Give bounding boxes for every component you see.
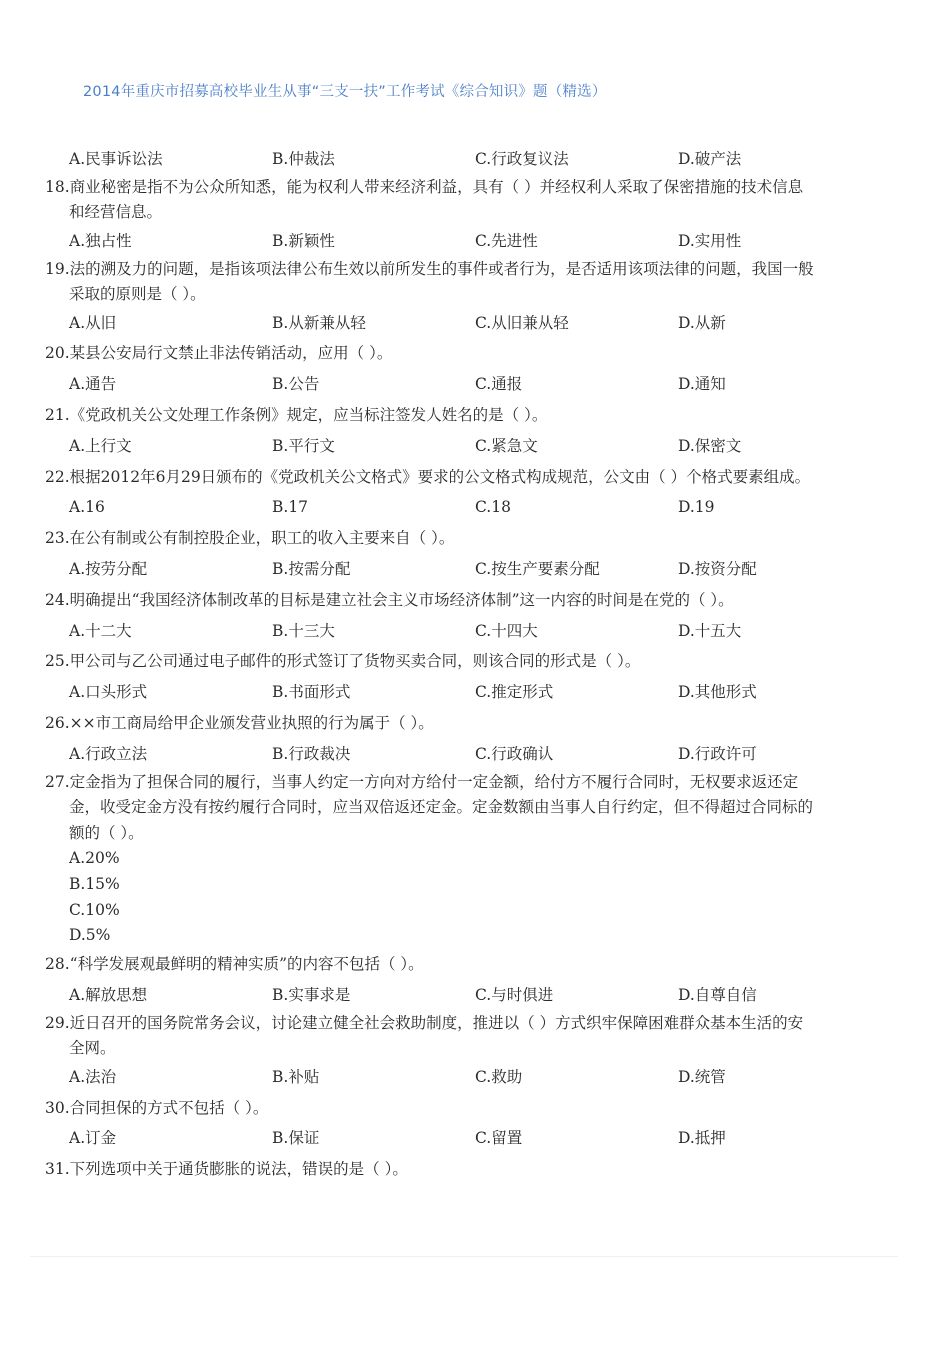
q26-option-a: A.行政立法 <box>69 744 148 763</box>
q31-stem: 31.下列选项中关于通货膨胀的说法，错误的是（ ）。 <box>45 1160 408 1179</box>
q17-option-d: D.破产法 <box>678 150 742 168</box>
q18-option-a: A.独占性 <box>69 231 132 250</box>
q30-option-b: B.保证 <box>272 1129 320 1148</box>
q28-option-d: D.自尊自信 <box>678 986 757 1005</box>
question-list <box>45 144 880 1185</box>
q25-option-c: C.推定形式 <box>475 683 554 702</box>
q30-options <box>45 1123 880 1154</box>
q19-option-c: C.从旧兼从轻 <box>475 313 569 332</box>
q19-stem: 19.法的溯及力的问题，是指该项法律公布生效以前所发生的事件或者行为，是否适用该项法律的问题，我国一般 <box>45 259 814 278</box>
q29-options <box>45 1062 880 1093</box>
q29-option-c: C.救助 <box>475 1067 523 1086</box>
q20-option-a: A.通告 <box>69 375 117 394</box>
q24-option-c: C.十四大 <box>475 621 538 640</box>
q20-option-d: D.通知 <box>678 375 726 394</box>
q30-option-c: C.留置 <box>475 1129 523 1148</box>
q27-stem-cont-1: 金，收受定金方没有按约履行合同时，应当双倍返还定金。定金数额由当事人自行约定，但不得超过合同标的 <box>69 798 814 817</box>
q25-stem: 25.甲公司与乙公司通过电子邮件的形式签订了货物买卖合同，则该合同的形式是（ ）。 <box>45 652 641 671</box>
q30-option-d: D.抵押 <box>678 1129 726 1148</box>
q27-stem: 27.定金指为了担保合同的履行，当事人约定一方向对方给付一定金额，给付方不履行合同时，无权要求返还定 <box>45 772 799 791</box>
q26-option-b: B.行政裁决 <box>272 744 351 763</box>
q29-stem: 29.近日召开的国务院常务会议，讨论建立健全社会救助制度，推进以（ ）方式织牢保障困难群众基本生活的安 <box>45 1013 804 1032</box>
q21-option-c: C.紧急文 <box>475 436 538 455</box>
q27-option-a: A.20% <box>69 849 120 868</box>
q27-option-c: C.10% <box>69 900 120 919</box>
q26-stem: 26.××市工商局给甲企业颁发营业执照的行为属于（ ）。 <box>45 713 434 732</box>
q26-options <box>45 739 880 770</box>
q23-stem: 23.在公有制或公有制控股企业，职工的收入主要来自（ ）。 <box>45 529 455 548</box>
q27-stem-cont-2: 额的（ ）。 <box>69 823 144 842</box>
q25-options <box>45 677 880 708</box>
q25-option-b: B.书面形式 <box>272 683 351 702</box>
q18-stem-cont: 和经营信息。 <box>69 203 163 222</box>
q24-option-d: D.十五大 <box>678 621 742 640</box>
q20-stem: 20.某县公安局行文禁止非法传销活动，应用（ ）。 <box>45 344 393 363</box>
q26-option-d: D.行政许可 <box>678 744 757 763</box>
q23-option-c: C.按生产要素分配 <box>475 559 600 578</box>
q27-option-b: B.15% <box>69 874 120 893</box>
q18-option-b: B.新颖性 <box>272 231 335 250</box>
q21-option-d: D.保密文 <box>678 436 742 455</box>
q19-option-b: B.从新兼从轻 <box>272 313 366 332</box>
q22-option-b: B.17 <box>272 498 309 517</box>
q22-option-a: A.16 <box>69 498 105 517</box>
footer-divider <box>30 1256 898 1257</box>
q21-stem: 21.《党政机关公文处理工作条例》规定，应当标注签发人姓名的是（ ）。 <box>45 405 548 424</box>
q23-option-b: B.按需分配 <box>272 559 351 578</box>
q25-option-d: D.其他形式 <box>678 683 757 702</box>
q20-option-b: B.公告 <box>272 375 320 394</box>
q29-option-a: A.法治 <box>69 1067 117 1086</box>
q28-option-c: C.与时俱进 <box>475 986 554 1005</box>
q24-option-a: A.十二大 <box>69 621 132 640</box>
q26-option-c: C.行政确认 <box>475 744 554 763</box>
q20-options <box>45 369 880 400</box>
q18-option-c: C.先进性 <box>475 231 538 250</box>
q27-option-d: D.5% <box>69 926 111 945</box>
q28-stem: 28.“科学发展观最鲜明的精神实质”的内容不包括（ ）。 <box>45 955 424 974</box>
q24-stem: 24.明确提出“我国经济体制改革的目标是建立社会主义市场经济体制”这一内容的时间是在党的（ ）。 <box>45 590 734 609</box>
q29-option-b: B.补贴 <box>272 1067 320 1086</box>
q18-stem: 18.商业秘密是指不为公众所知悉，能为权利人带来经济利益，具有（ ）并经权利人采取了保密措施的技术信息 <box>45 177 804 196</box>
q22-option-d: D.19 <box>678 498 715 517</box>
q21-options <box>45 431 880 462</box>
q17-option-c: C.行政复议法 <box>475 150 569 168</box>
q18-options <box>45 226 880 257</box>
q18-option-d: D.实用性 <box>678 231 742 250</box>
q22-option-c: C.18 <box>475 498 511 517</box>
q23-option-a: A.按劳分配 <box>69 559 148 578</box>
q20-option-c: C.通报 <box>475 375 523 394</box>
q28-options <box>45 980 880 1011</box>
q30-stem: 30.合同担保的方式不包括（ ）。 <box>45 1098 269 1117</box>
q21-option-a: A.上行文 <box>69 436 132 455</box>
q19-option-d: D.从新 <box>678 313 726 332</box>
q23-option-d: D.按资分配 <box>678 559 757 578</box>
q19-option-a: A.从旧 <box>69 313 117 332</box>
q22-options <box>45 492 880 523</box>
document-title: 2014年重庆市招募高校毕业生从事“三支一扶”工作考试《综合知识》题（精选） <box>83 84 607 100</box>
q19-options <box>45 308 880 339</box>
q17-option-b: B.仲裁法 <box>272 150 335 168</box>
q28-option-a: A.解放思想 <box>69 986 148 1005</box>
q28-option-b: B.实事求是 <box>272 986 351 1005</box>
q29-stem-cont: 全网。 <box>69 1039 116 1058</box>
q22-stem: 22.根据2012年6月29日颁布的《党政机关公文格式》要求的公文格式构成规范，公文由（ ）个格式要素组成。 <box>45 467 811 486</box>
q23-options <box>45 554 880 585</box>
q30-option-a: A.订金 <box>69 1129 117 1148</box>
q21-option-b: B.平行文 <box>272 436 335 455</box>
q24-options <box>45 616 880 647</box>
q17-options <box>45 144 880 175</box>
q19-stem-cont: 采取的原则是（ ）。 <box>69 285 206 304</box>
q17-option-a: A.民事诉讼法 <box>69 150 163 168</box>
q29-option-d: D.统管 <box>678 1067 726 1086</box>
q25-option-a: A.口头形式 <box>69 683 148 702</box>
q24-option-b: B.十三大 <box>272 621 335 640</box>
